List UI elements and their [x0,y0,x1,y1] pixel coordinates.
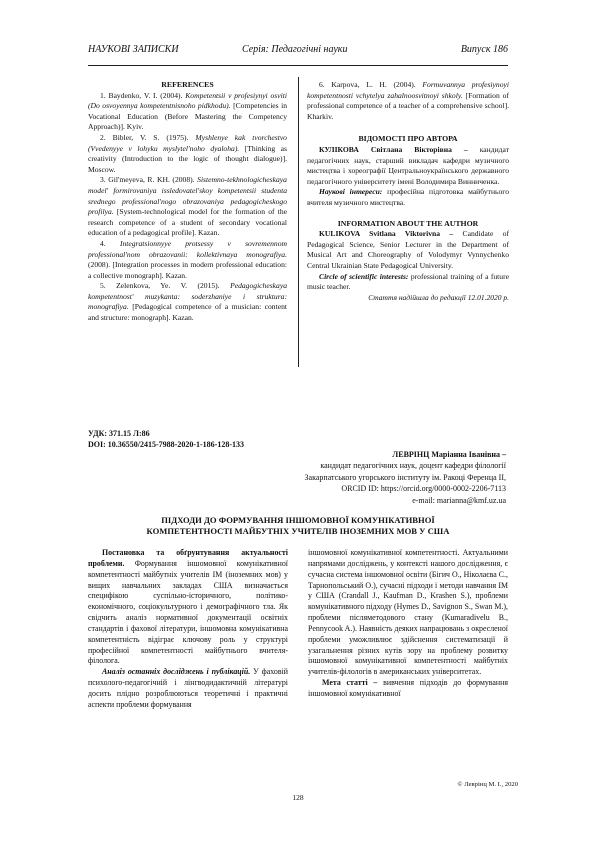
reference-item: 1. Baydenko, V. I. (2004). Kompetentsii v profesiynyi osviti (Do osvoyennya kompetentnisnoho pidkhodu). [Competencies in Vocational Education (Before Mastering the Competency Approach)]. Kyiv. [88,90,288,132]
reference-item: 6. Karpova, L. H. (2004). Formuvannya profesiynoyi kompetentnosti vchytelya zahalnoosvitnoyi shkoly. [Formation of professional competence of a teacher of a comprehensive school]. Kharkiv. [307,80,509,121]
interests-en: Circle of scientific interests: professional training of a future music teacher. [307,271,509,292]
reference-item: 3. Gil'meyeva, R. KH. (2008). Sistemno-tekhnologicheskaya model' formirovaniya issledovatel'skoy kompetentsii studenta srednego professional'nogo obrazovaniya pedagogicheskogo profilya. [System-technological model for the formation of the research competence of a student of secondary vocational education of a pedagogical profile]. Kazan. [88,175,287,238]
body-paragraph: Мета статті – вивчення підходів до формування іншомовної комунікативної [308,678,508,698]
author-name: ЛЕВРІНЦ Маріанна Іванівна – [392,450,506,459]
body-column-left [88,548,288,711]
author-degree: кандидат педагогічних наук, доцент кафедри філології [320,461,506,471]
series-title: Серія: Педагогічні науки [242,44,348,55]
doi-code: DOI: 10.36550/2415-7988-2020-1-186-128-133 [88,440,244,449]
author-email: e-mail: marianna@kmf.uz.ua [412,495,506,505]
body-column-right [308,548,508,700]
running-header [88,44,508,60]
body-paragraph: Постановка та обґрунтування актуальності проблеми. Формування іншомовної комунікативної компетентності майбутніх учителів ІМ (іноземних мов) у вищих навчальних закладах США визначається специфікою суспільно-історичного, політико-економічного, соціокультурного і демографічного тла. Як свідчить аналіз нормативної документації освітніх стандартів і фахової літератури, іншомовна комунікативна компетентність відіграє ключову роль у структурі професійної компетентності майбутнього вчителя-філолога. [88,548,288,666]
reference-item: 2. Bibler, V. S. (1975). Myshlenye kak tvorchestvo (Vvedenyye v lohyku myslytel'noho dyaloha). [Thinking as creativity (Introduction to the logic of thought dialogue)]. Moscow. [88,132,287,174]
references-heading: REFERENCES [161,80,214,89]
udk-code: УДК: 371.15 Л:86 [88,429,150,438]
body-paragraph: Аналіз останніх досліджень і публікацій. У фаховій психолого-педагогічній і лінгводидактичній літературі досить плідно розроблюються теоретичні і практичні аспекти проблеми формування [88,667,288,709]
about-author-heading-uk: ВІДОМОСТІ ПРО АВТОРА [358,134,458,144]
about-author-heading-en: INFORMATION ABOUT THE AUTHOR [337,218,479,228]
body-paragraph: іншомовної комунікативної компетентності. Актуальними напрямами досліджень, у контексті нашого дослідження, є сучасна система іншомовної освіти (Бігич О., Ніколаєва С., Тарнопольський О.), сучасні підходи і методи навчання ІМ у США (Crandall J., Kaufman D., Krashen S.), проблеми комунікативного підходу (Hymes D., Savignon S., Swan M.), проблеми післяметодового стану (Kumaradivelu B., Pennycook A.). Наявність деяких напрацювань з окресленої проблеми уможливлює здійснення систематизації й узагальнення різних кутів зору на проблему розвитку іншомовної комунікативної компетентності майбутніх учителів-філологів в американських університетах. [308,548,508,677]
page-number: 128 [292,793,304,802]
issue-number: Випуск 186 [460,44,508,55]
author-block [200,449,506,506]
author-info-section [307,80,509,303]
author-affiliation: Закарпатського угорського інституту ім. Ракоці Ференца ІІ, [304,472,506,482]
journal-title: НАУКОВІ ЗАПИСКИ [88,44,179,55]
reference-item: 4. Integratsionnyye protsessy v sovremennom professional'nom obrazovanii: kollektivnaya monografiya. (2008). [Integration processes in modern professional education: a collective monograph]. Kazan. [88,238,287,280]
author-orcid: ORCID ID: https://orcid.org/0000-0002-2206-7113 [341,484,506,494]
article-meta [88,428,388,450]
received-date: Стаття надійшла до редакції 12.01.2020 р. [368,292,509,302]
column-divider [298,77,299,367]
article-title: ПІДХОДИ ДО ФОРМУВАННЯ ІНШОМОВНОЇ КОМУНІКАТИВНОЇ КОМПЕТЕНТНОСТІ МАЙБУТНІХ УЧИТЕЛІВ ІНОЗЕМНИХ МОВ У США [146,515,450,536]
header-rule [88,65,508,66]
copyright-note: © Леврінц М. І., 2020 [457,781,518,788]
about-author-uk: КУЛІКОВА Світлана Вікторівна – кандидат педагогічних наук, старший викладач кафедри музичного мистецтва і хореографії Центральноукраїнського державного педагогічного університету імені Володимира Винниченка. [307,144,510,186]
interests-uk: Наукові інтереси: професійна підготовка майбутнього вчителя музичного мистецтва. [307,187,509,207]
references-section [88,80,287,324]
reference-item: 5. Zelenkova, Ye. V. (2015). Pedagogicheskaya kompetentnost' muzykanta: soderzhaniye i struktura: monografiya. [Pedagogical competence of a musician: content and structure: monograph]. Kazan. [88,281,288,323]
about-author-en: KULIKOVA Svitlana Viktorivna – Candidate of Pedagogical Science, Senior Lecturer in the Department of Musical Art and Choreography of Volodymyr Vynnychenko Central Ukrainian State Pedagogical University. [307,229,509,270]
